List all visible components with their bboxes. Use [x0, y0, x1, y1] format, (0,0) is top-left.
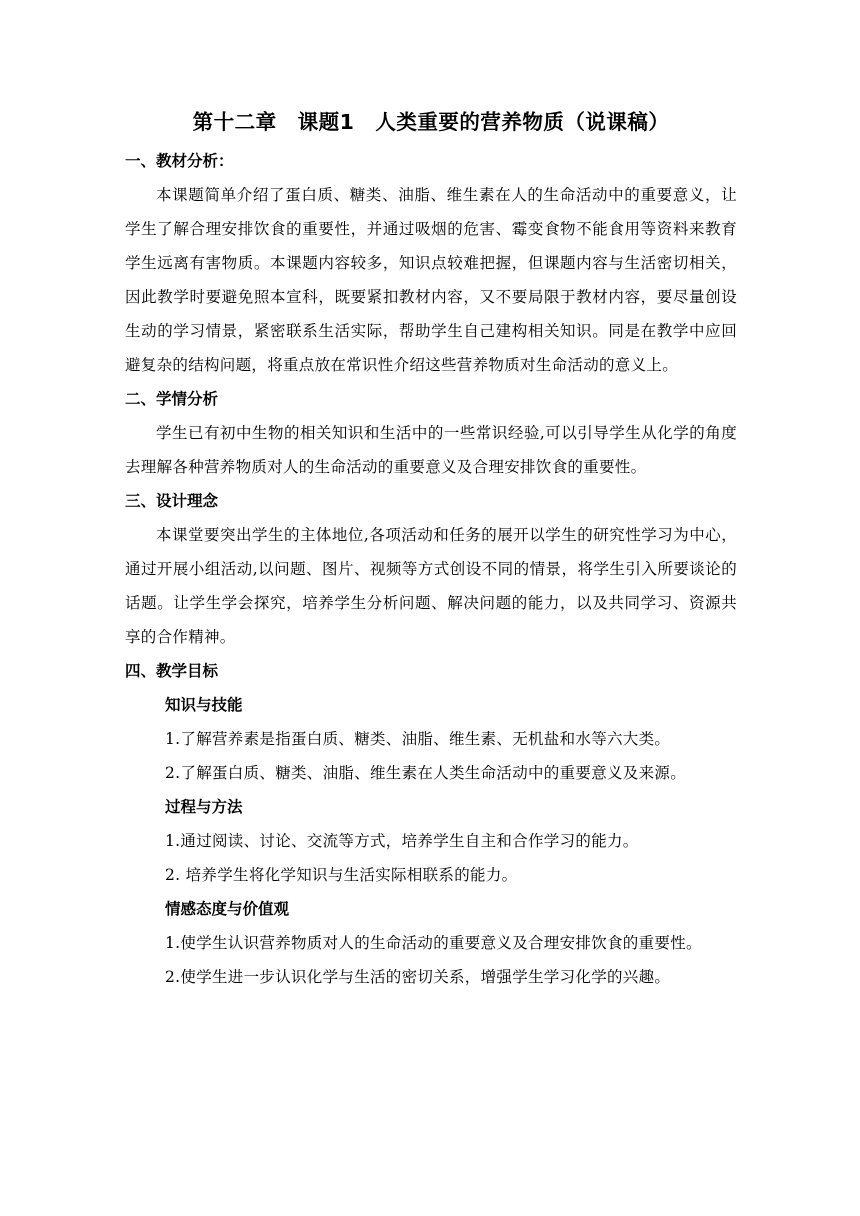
section-heading-textbook-analysis: 一、教材分析：: [125, 152, 234, 170]
section-paragraph-student-analysis: 学生已有初中生物的相关知识和生活中的一些常识经验,可以引导学生从化学的角度去理解各种营养物质对人的生命活动的重要意义及合理安排饮食的重要性。: [125, 424, 737, 476]
goal-item: 2. 培养学生将化学知识与生活实际相联系的能力。: [165, 866, 518, 884]
subheading-knowledge-skills: 知识与技能: [165, 696, 243, 714]
subheading-emotion-values: 情感态度与价值观: [165, 900, 290, 918]
section-heading-teaching-goals: 四、教学目标: [125, 662, 219, 680]
document-body: [125, 108, 737, 994]
section-paragraph-design-concept: 本课堂要突出学生的主体地位,各项活动和任务的展开以学生的研究性学习为中心，通过开展小组活动,以问题、图片、视频等方式创设不同的情景，将学生引入所要谈论的话题。让学生学会探究，培养学生分析问题、解决问题的能力，以及共同学习、资源共享的合作精神。: [125, 526, 737, 646]
goal-item: 2.了解蛋白质、糖类、油脂、维生素在人类生命活动中的重要意义及来源。: [165, 764, 686, 782]
goal-item: 1.通过阅读、讨论、交流等方式，培养学生自主和合作学习的能力。: [165, 832, 639, 850]
section-heading-student-analysis: 二、学情分析: [125, 390, 219, 408]
subheading-process-methods: 过程与方法: [165, 798, 243, 816]
section-paragraph-textbook-analysis: 本课题简单介绍了蛋白质、糖类、油脂、维生素在人的生命活动中的重要意义，让学生了解合理安排饮食的重要性，并通过吸烟的危害、霉变食物不能食用等资料来教育学生远离有害物质。本课题内容较多，知识点较难把握，但课题内容与生活密切相关，因此教学时要避免照本宣科，既要紧扣教材内容，又不要局限于教材内容，要尽量创设生动的学习情景，紧密联系生活实际，帮助学生自己建构相关知识。同是在教学中应回避复杂的结构问题，将重点放在常识性介绍这些营养物质对生命活动的意义上。: [125, 186, 737, 374]
section-heading-design-concept: 三、设计理念: [125, 492, 219, 510]
document-title: 第十二章 课题1 人类重要的营养物质（说课稿）: [192, 110, 670, 134]
goal-item: 2.使学生进一步认识化学与生活的密切关系，增强学生学习化学的兴趣。: [165, 968, 671, 986]
goal-item: 1.了解营养素是指蛋白质、糖类、油脂、维生素、无机盐和水等六大类。: [165, 730, 671, 748]
goal-item: 1.使学生认识营养物质对人的生命活动的重要意义及合理安排饮食的重要性。: [165, 934, 702, 952]
